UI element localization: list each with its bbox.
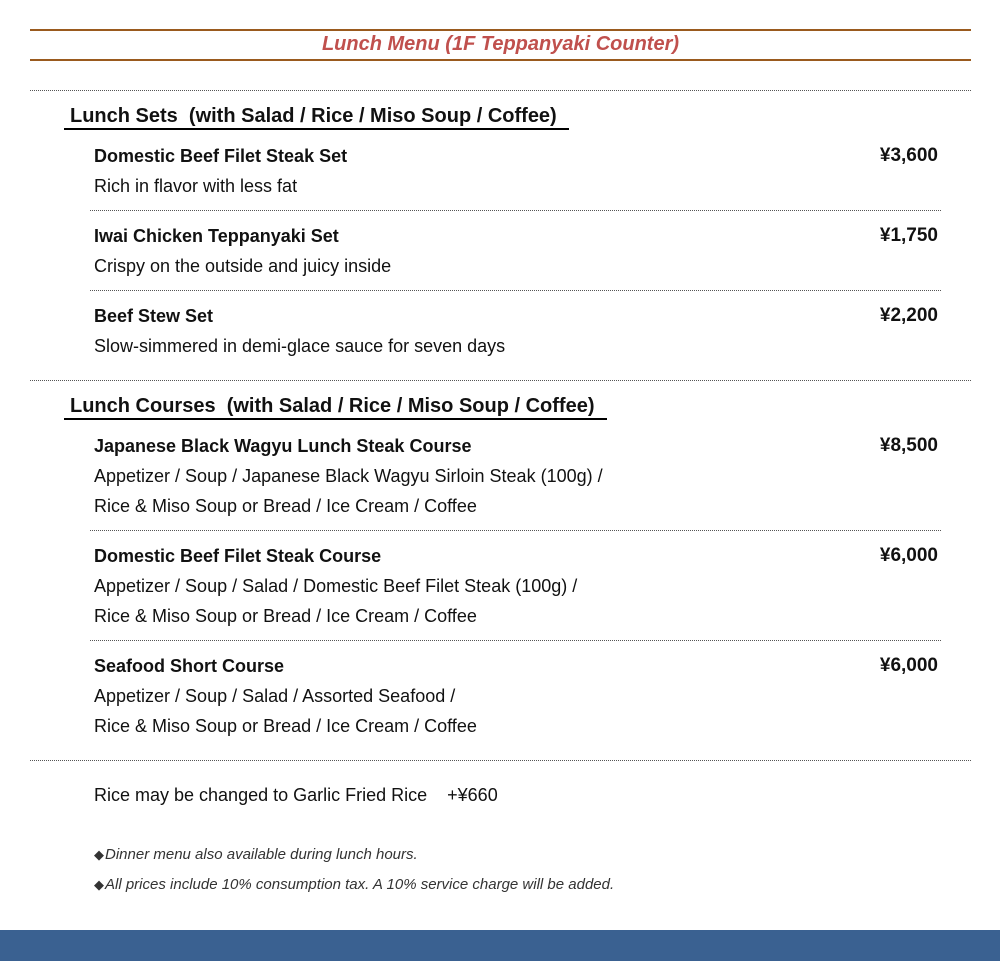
section-divider bbox=[30, 380, 971, 381]
footer-bar bbox=[0, 930, 1000, 961]
item-divider bbox=[90, 290, 941, 291]
menu-item bbox=[94, 435, 938, 520]
section-divider bbox=[30, 90, 971, 91]
menu-item-description: Rich in flavor with less fat bbox=[94, 176, 298, 196]
footnote bbox=[94, 846, 418, 863]
menu-item bbox=[94, 145, 938, 205]
page-title: Lunch Menu (1F Teppanyaki Counter) bbox=[321, 33, 680, 55]
section-divider bbox=[30, 760, 971, 761]
footnote bbox=[94, 876, 614, 893]
menu-item-description: Crispy on the outside and juicy inside bbox=[94, 256, 392, 276]
title-top-rule bbox=[30, 29, 971, 31]
menu-item-price: ¥6,000 bbox=[879, 545, 938, 566]
menu-item bbox=[94, 545, 938, 630]
menu-item-price: ¥2,200 bbox=[879, 305, 938, 326]
menu-item-price: ¥8,500 bbox=[879, 435, 938, 456]
item-divider bbox=[90, 530, 941, 531]
menu-item-name: Beef Stew Set bbox=[94, 306, 214, 326]
menu-item-description: Appetizer / Soup / Salad / Assorted Seafood / bbox=[94, 686, 456, 706]
menu-item bbox=[94, 225, 938, 285]
menu-item-name: Domestic Beef Filet Steak Course bbox=[94, 546, 382, 566]
footnote-text: All prices include 10% consumption tax. A 10% service charge will be added. bbox=[105, 876, 615, 893]
section-heading-lunch-courses: Lunch Courses (with Salad / Rice / Miso Soup / Coffee) bbox=[64, 394, 607, 420]
menu-item-description: Slow-simmered in demi-glace sauce for seven days bbox=[94, 336, 506, 356]
menu-item-name: Iwai Chicken Teppanyaki Set bbox=[94, 226, 339, 246]
menu-item-description: Rice & Miso Soup or Bread / Ice Cream / Coffee bbox=[94, 496, 477, 516]
menu-item-price: ¥6,000 bbox=[879, 655, 938, 676]
diamond-bullet-icon: ◆ bbox=[94, 877, 104, 892]
title-bottom-rule bbox=[30, 59, 971, 61]
menu-item-name: Japanese Black Wagyu Lunch Steak Course bbox=[94, 436, 472, 456]
item-divider bbox=[90, 210, 941, 211]
menu-item-description: Rice & Miso Soup or Bread / Ice Cream / Coffee bbox=[94, 606, 477, 626]
menu-item-description: Appetizer / Soup / Japanese Black Wagyu Sirloin Steak (100g) / bbox=[94, 466, 603, 486]
diamond-bullet-icon: ◆ bbox=[94, 847, 104, 862]
footnote-text: Dinner menu also available during lunch hours. bbox=[105, 846, 418, 863]
menu-item bbox=[94, 655, 938, 740]
menu-item-price: ¥3,600 bbox=[879, 145, 938, 166]
menu-item-description: Appetizer / Soup / Salad / Domestic Beef Filet Steak (100g) / bbox=[94, 576, 578, 596]
section-heading-lunch-sets: Lunch Sets (with Salad / Rice / Miso Soup / Coffee) bbox=[64, 104, 569, 130]
menu-item bbox=[94, 305, 938, 365]
menu-item-price: ¥1,750 bbox=[879, 225, 938, 246]
menu-item-description: Rice & Miso Soup or Bread / Ice Cream / Coffee bbox=[94, 716, 477, 736]
rice-change-note: Rice may be changed to Garlic Fried Rice +¥660 bbox=[94, 785, 498, 805]
menu-item-name: Domestic Beef Filet Steak Set bbox=[94, 146, 348, 166]
menu-item-name: Seafood Short Course bbox=[94, 656, 285, 676]
item-divider bbox=[90, 640, 941, 641]
